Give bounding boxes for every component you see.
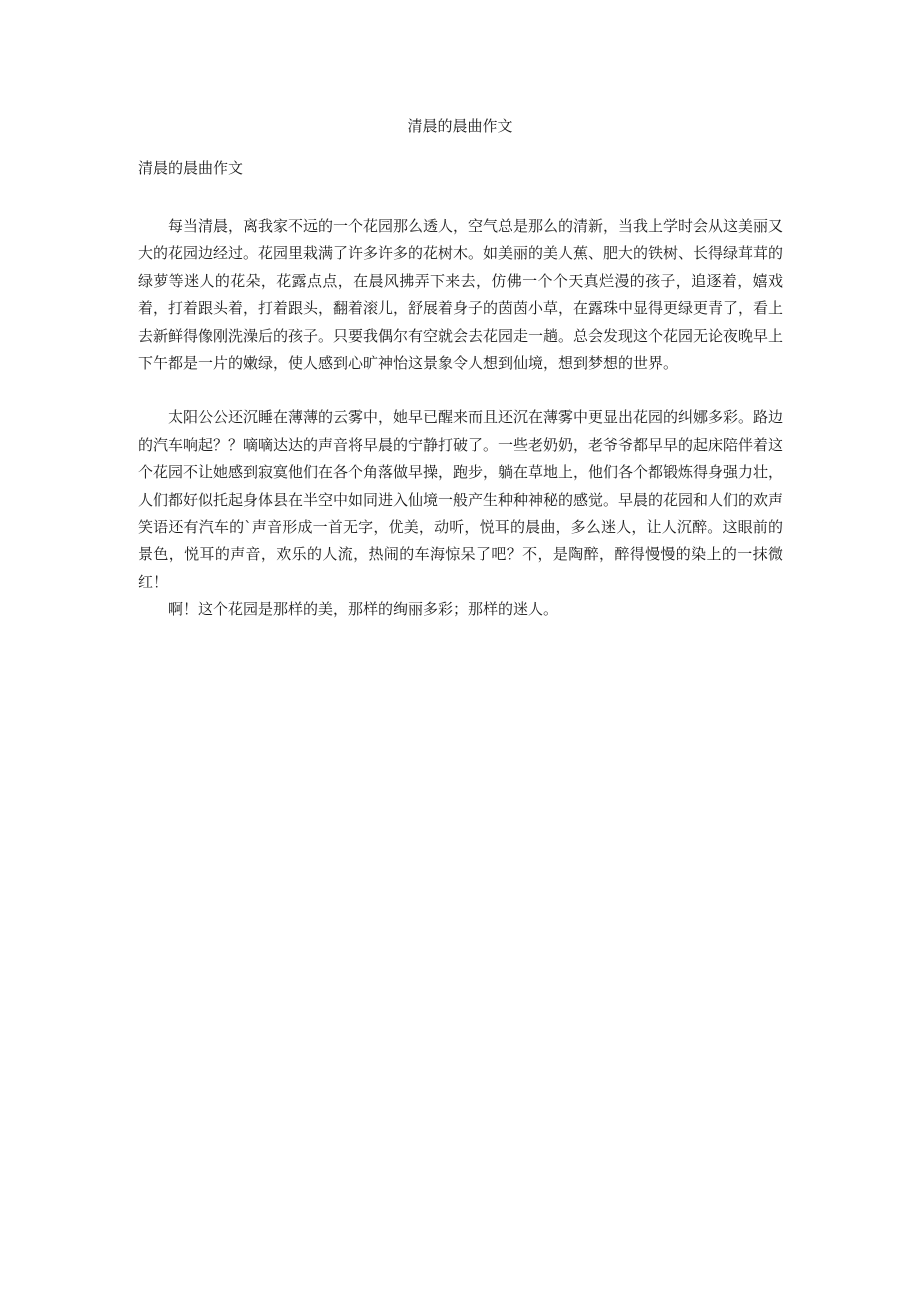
paragraph-1: 每当清晨，离我家不远的一个花园那么透人，空气总是那么的清新，当我上学时会从这美丽又大的花园边经过。花园里栽满了许多许多的花树木。如美丽的美人蕉、肥大的铁树、长得绿茸茸的绿萝等迷人的花朵，花露点点，在晨风拂弄下来去，仿佛一个个天真烂漫的孩子，追逐着，嬉戏着，打着跟头着，打着跟头，翻着滚儿，舒展着身子的茵茵小草，在露珠中显得更绿更青了，看上去新鲜得像刚洗澡后的孩子。只要我偶尔有空就会去花园走一趟。总会发现这个花园无论夜晚早上下午都是一片的嫩绿，使人感到心旷神怡这景象令人想到仙境，想到梦想的世界。 [138, 217, 784, 373]
paragraph-2: 太阳公公还沉睡在薄薄的云雾中，她早已醒来而且还沉在薄雾中更显出花园的纠娜多彩。路边的汽车响起？？嘀嘀达达的声音将早晨的宁静打破了。一些老奶奶，老爷爷都早早的起床陪伴着这个花园不让她感到寂寞他们在各个角落做早操，跑步，躺在草地上，他们各个都锻炼得身强力壮，人们都好似托起身体县在半空中如同进入仙境一般产生种种神秘的感觉。早晨的花园和人们的欢声笑语还有汽车的`声音形成一首无字，优美，动听，悦耳的晨曲，多么迷人，让人沉醉。这眼前的景色，悦耳的声音，欢乐的人流，热闹的车海惊呆了吧？不，是陶醉，醉得慢慢的染上的一抹微红！ [138, 408, 784, 591]
document-subtitle: 清晨的晨曲作文 [138, 159, 244, 177]
document-title: 清晨的晨曲作文 [407, 117, 513, 135]
paragraph-spacer [138, 377, 783, 404]
document-body [138, 213, 783, 624]
paragraph-3: 啊！这个花园是那样的美，那样的绚丽多彩；那样的迷人。 [168, 600, 559, 619]
